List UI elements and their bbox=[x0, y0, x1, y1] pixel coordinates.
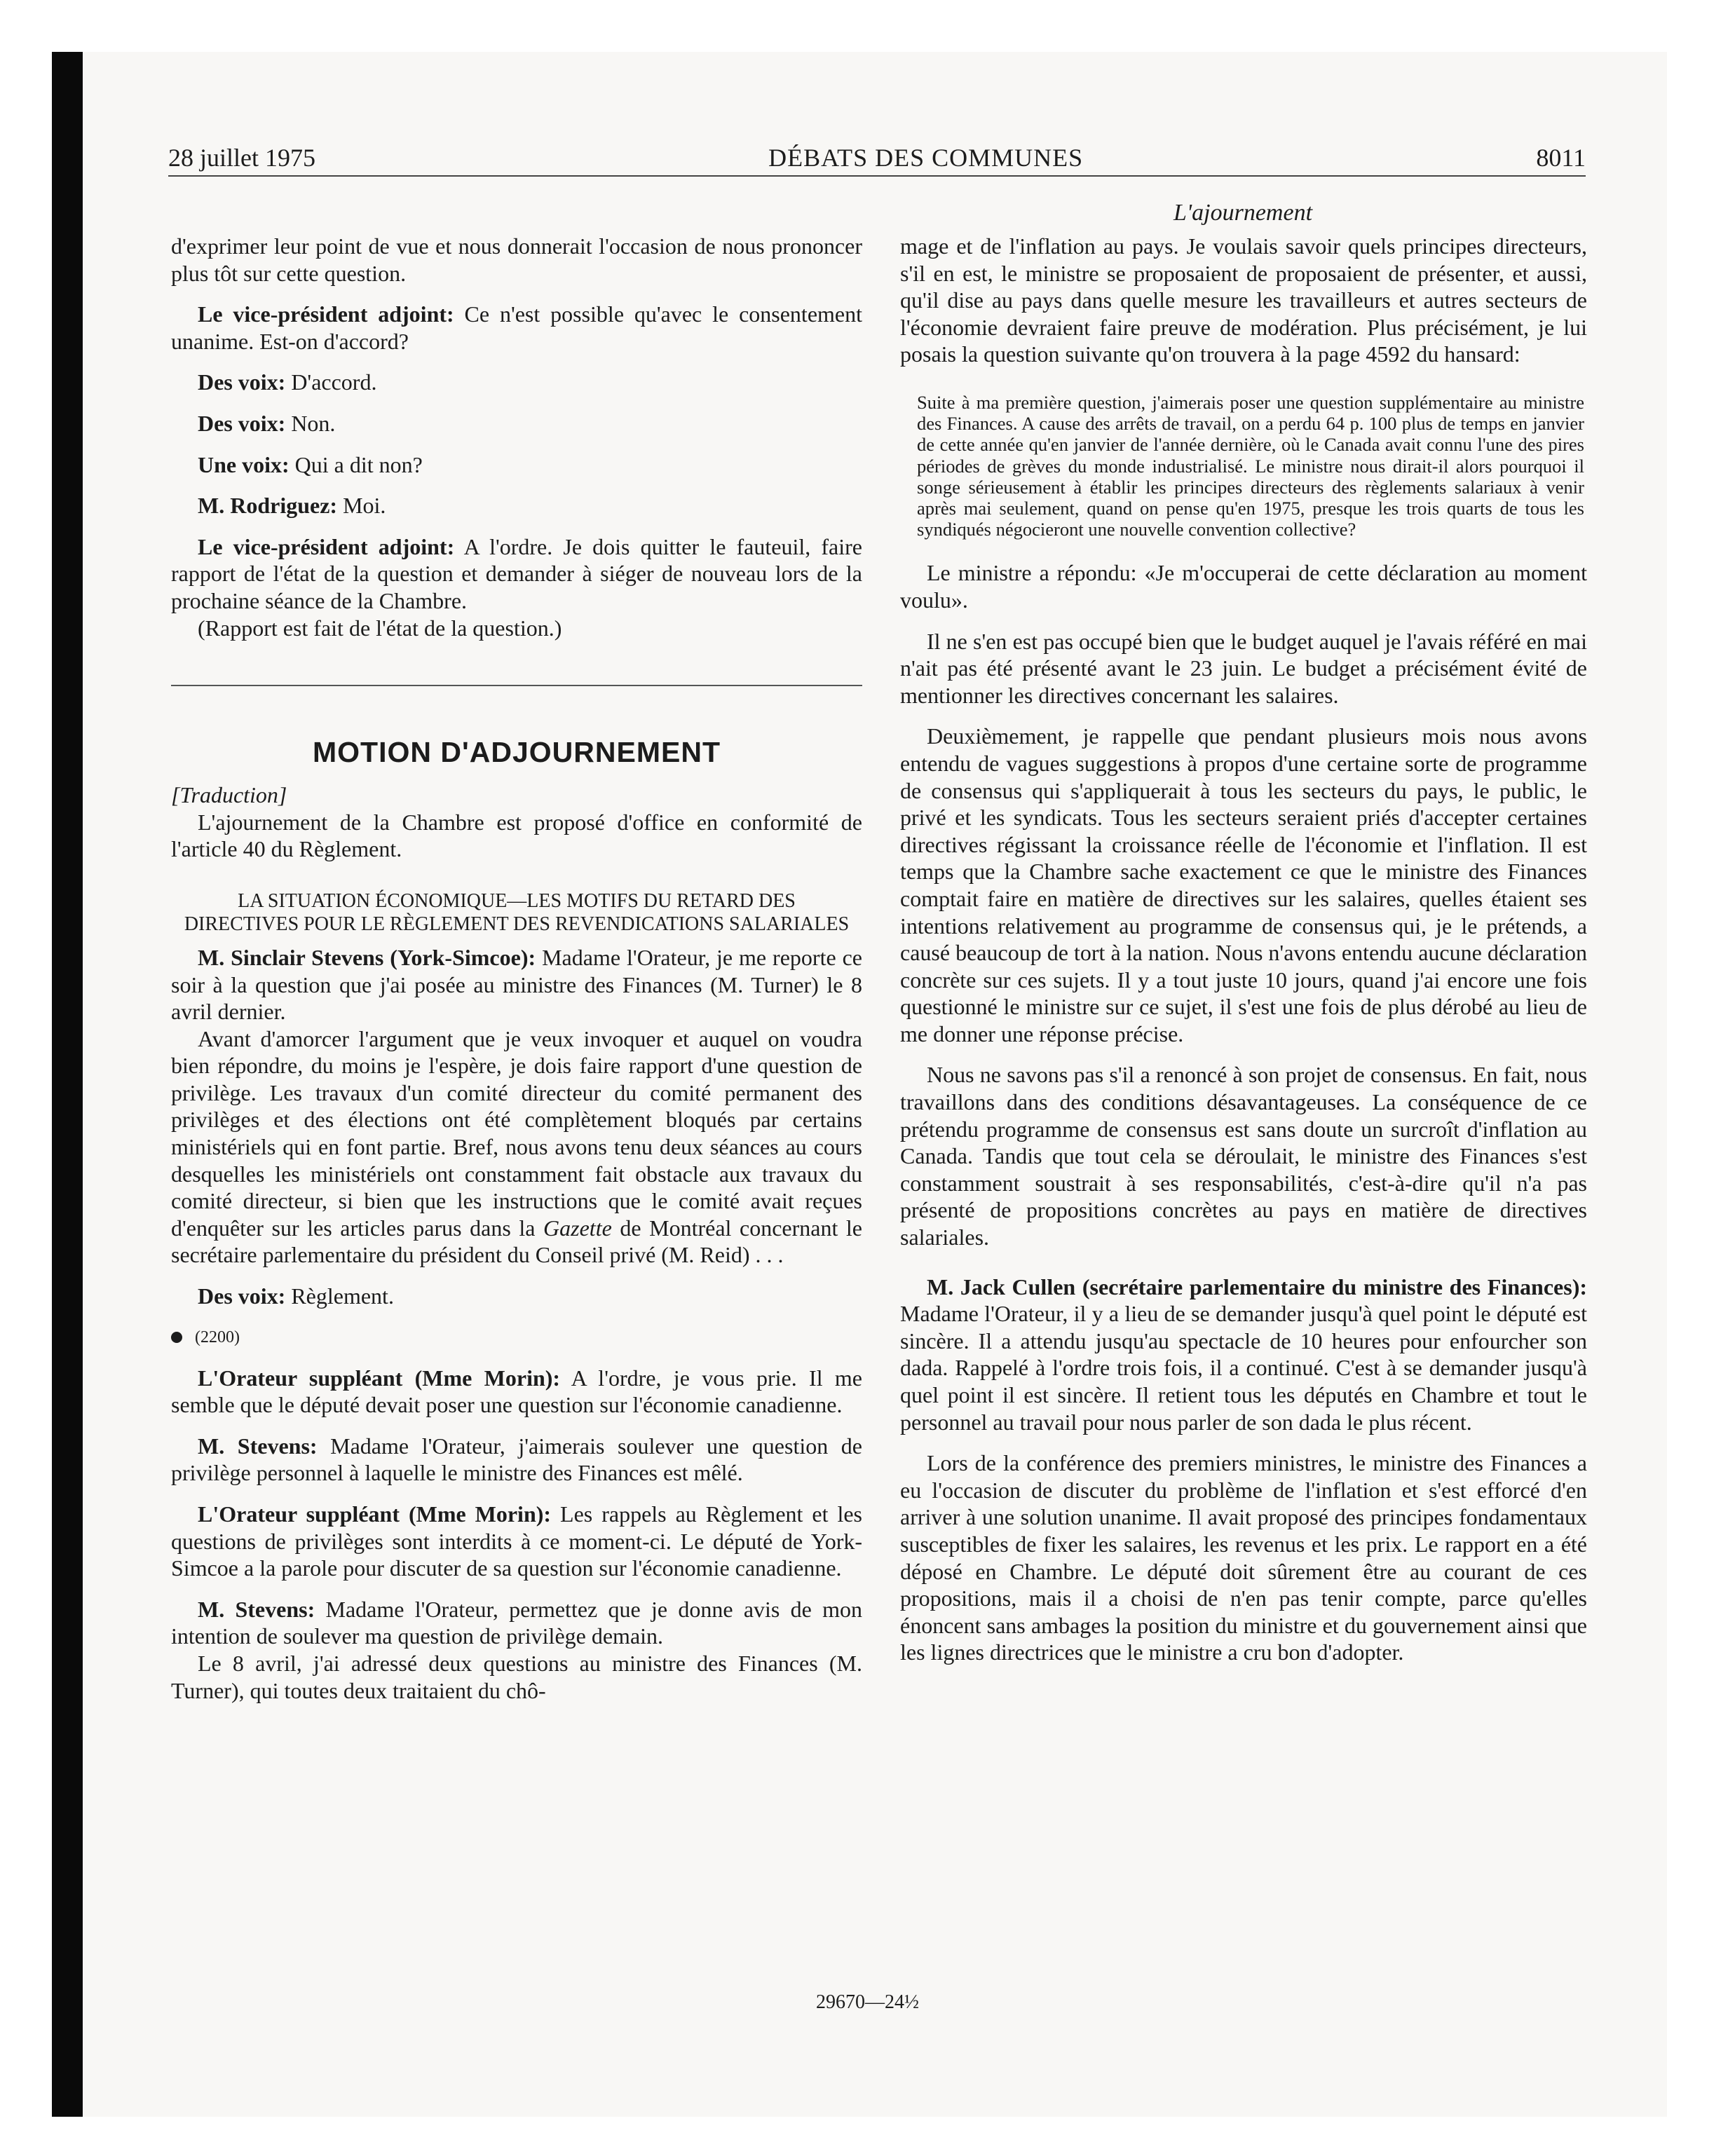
speech bbox=[171, 301, 862, 355]
speech bbox=[171, 1433, 862, 1487]
paragraph: Deuxièmement, je rappelle que pendant plusieurs mois nous avons entendu de vagues suggestions à propos d'une certaine sorte de programme de consensus qui s'appliquerait à tous les secteurs du pays, le public, le privé et les syndicats. Tous les secteurs seraient priés d'accepter certaines directives régissant la croissance réelle de l'économie et l'inflation. Il est temps que la Chambre sache exactement ce que le ministre des Finances comptait faire en matière de directives sur les salaires, quelles étaient ses intentions relativement au programme de consensus qui, je le prétends, a causé beaucoup de tort à la nation. Nous n'avons entendu aucune déclaration concrète sur ces sujets. Il y a tout juste 10 jours, quand j'ai encore une fois questionné le ministre sur ce sujet, il s'est une fois de plus dérobé au lieu de me donner une réponse précise. bbox=[900, 723, 1587, 1046]
header-page-number: 8011 bbox=[1536, 144, 1586, 172]
speaker-name: M. Rodriguez: bbox=[198, 493, 338, 519]
speaker-name: Des voix: bbox=[198, 410, 286, 436]
left-column bbox=[171, 233, 862, 1704]
speaker-name: Des voix: bbox=[198, 369, 286, 395]
paragraph: Le ministre a répondu: «Je m'occuperai de cette déclaration au moment voulu». bbox=[900, 560, 1587, 613]
speech-text: Moi. bbox=[337, 493, 386, 519]
speech-text: D'accord. bbox=[285, 369, 377, 395]
speech-text: Non. bbox=[285, 410, 336, 436]
speech bbox=[171, 1596, 862, 1650]
speech-text: Madame l'Orateur, permettez que je donne avis de mon intention de soulever ma question de privilège demain. bbox=[171, 1596, 863, 1649]
speech bbox=[171, 533, 862, 615]
publication-name: Gazette bbox=[543, 1215, 612, 1241]
speech bbox=[171, 410, 862, 437]
paragraph: Il ne s'en est pas occupé bien que le budget auquel je l'avais référé en mai n'ait pas été présenté avant le 23 juin. Le budget a précisément évité de mentionner les directives concernant les salaires. bbox=[900, 628, 1587, 708]
speech bbox=[171, 492, 862, 519]
speech-text: Qui a dit non? bbox=[289, 451, 423, 477]
scan-edge bbox=[52, 52, 83, 2117]
right-column bbox=[900, 233, 1587, 1666]
speech bbox=[900, 1274, 1587, 1436]
speaker-name: Des voix: bbox=[198, 1283, 286, 1309]
speech-text: Madame l'Orateur, il y a lieu de se demander jusqu'à quel point le député est sincère. Il a attendu jusqu'au spectacle de 10 heures pour enfourcher son dada. Rappelé à l'ordre trois fois, il a continué. C'est à se demander jusqu'à quel point il est sincère. Il retient tous les députés en Chambre et tout le personnel au travail pour nous parler de son dada le plus récent. bbox=[900, 1301, 1587, 1435]
header-date: 28 juillet 1975 bbox=[168, 144, 315, 172]
paragraph: Avant d'amorcer l'argument que je veux invoquer et auquel on voudra bien répondre, du moins je l'espère, je dois faire rapport d'une question de privilège. Les travaux d'un comité directeur du comité permanent des privilèges et des élections ont été complètement bloqués par certains ministériels qui en font partie. Bref, nous avons tenu deux séances au cours desquelles les ministériels ont constamment fait obstacle aux travaux du comité directeur, si bien que les instructions que le comité avait reçues d'enquêter sur les articles parus dans la Gazette de Montréal concernant le secrétaire parlementaire du président du Conseil privé (M. Reid) . . . bbox=[171, 1025, 863, 1268]
speaker-name: M. Jack Cullen (secrétaire parlementaire du ministre des Finances): bbox=[927, 1274, 1587, 1299]
speaker-name: Le vice-président adjoint: bbox=[198, 301, 454, 327]
bullet-dot-icon bbox=[171, 1332, 182, 1343]
header-title: DÉBATS DES COMMUNES bbox=[768, 144, 1084, 172]
section-divider bbox=[171, 685, 862, 686]
speaker-name: Le vice-président adjoint: bbox=[198, 533, 455, 559]
hansard-quote: Suite à ma première question, j'aimerais poser une question supplémentaire au ministre des Finances. A cause des arrêts de travail, on a perdu 64 p. 100 plus de temps en janvier de cette année qu'en janvier de l'année dernière, où le Canada avait connu l'une des pires périodes de grèves du monde industrialisé. Le ministre nous dirait-il alors pourquoi il songe sérieusement à établir les principes directeurs des règlements salariaux à venir après mai seulement, quand on pense qu'en 1975, presque les trois quarts de tous les syndiqués négocieront une nouvelle convention collective? bbox=[917, 391, 1584, 540]
speaker-name: M. Sinclair Stevens (York-Simcoe): bbox=[198, 944, 536, 970]
speaker-name: L'Orateur suppléant (Mme Morin): bbox=[198, 1365, 561, 1391]
speech bbox=[171, 1283, 862, 1310]
paragraph: L'ajournement de la Chambre est proposé d'office en conformité de l'article 40 du Règlement. bbox=[171, 809, 862, 862]
running-head: L'ajournement bbox=[1173, 200, 1313, 226]
speech-text: A l'ordre. Je dois quitter le fauteuil, faire rapport de l'état de la question et demander à siéger de nouveau lors de la prochaine séance de la Chambre. bbox=[171, 533, 862, 613]
paragraph: Nous ne savons pas s'il a renoncé à son projet de consensus. En fait, nous travaillons dans des conditions désavantageuses. La conséquence de ce prétendu programme de consensus est sans doute un surcroît d'inflation au Canada. Tandis que tout cela se déroulait, le ministre des Finances s'est constamment soustrait à ses responsabilités, c'est-à-dire qu'il n'a pas présenté de propositions concrètes au pays en matière de directives salariales. bbox=[900, 1062, 1587, 1250]
speaker-name: M. Stevens: bbox=[198, 1596, 315, 1622]
speech bbox=[171, 369, 862, 396]
time-marker bbox=[171, 1324, 862, 1351]
section-title: MOTION D'ADJOURNEMENT bbox=[313, 736, 721, 769]
speech-text: Règlement. bbox=[285, 1283, 394, 1309]
page-footer: 29670—24½ bbox=[816, 1991, 919, 2013]
speech-text: Ce n'est possible qu'avec le consentement unanime. Est-on d'accord? bbox=[171, 301, 863, 354]
speech-text: A l'ordre, je vous prie. Il me semble que le député devait poser une question sur l'économie canadienne. bbox=[171, 1365, 863, 1418]
paragraph: Le 8 avril, j'ai adressé deux questions au ministre des Finances (M. Turner), qui toutes deux traitaient du chô- bbox=[171, 1650, 862, 1703]
page-header bbox=[168, 142, 1586, 177]
sub-heading: LA SITUATION ÉCONOMIQUE—LES MOTIFS DU RETARD DES DIRECTIVES POUR LE RÈGLEMENT DES REVENDICATIONS SALARIALES bbox=[184, 889, 850, 935]
speaker-name: Une voix: bbox=[198, 451, 290, 477]
translation-note: [Traduction] bbox=[171, 782, 287, 808]
speaker-name: L'Orateur suppléant (Mme Morin): bbox=[198, 1501, 552, 1527]
speech bbox=[171, 1501, 862, 1582]
paragraph: d'exprimer leur point de vue et nous donnerait l'occasion de nous prononcer plus tôt sur cette question. bbox=[171, 233, 862, 286]
speech-text: Madame l'Orateur, je me reporte ce soir à la question que j'ai posée au ministre des Finances (M. Turner) le 8 avril dernier. bbox=[171, 944, 863, 1025]
speech bbox=[171, 1365, 862, 1419]
speech-text: Madame l'Orateur, j'aimerais soulever une question de privilège personnel à laquelle le ministre des Finances est mêlé. bbox=[171, 1433, 863, 1486]
speech bbox=[171, 944, 862, 1025]
paragraph: (Rapport est fait de l'état de la question.) bbox=[198, 615, 562, 641]
paragraph: Lors de la conférence des premiers ministres, le ministre des Finances a eu l'occasion de discuter du problème de l'inflation et s'est efforcé d'en arriver à une solution unanime. Il avait proposé des principes fondamentaux susceptibles de fixer les salaires, les revenus et les prix. Le rapport en a été déposé en Chambre. Le député doit sûrement être au courant de ces propositions, mais il a choisi de n'en pas tenir compte, parce qu'elles énoncent sans ambages la position du ministre et du gouvernement ainsi que les lignes directrices que le ministre a cru bon d'adopter. bbox=[900, 1450, 1587, 1665]
paragraph: mage et de l'inflation au pays. Je voulais savoir quels principes directeurs, s'il en est, le ministre se proposaient de proposaient de présenter, et aussi, qu'il dise au pays dans quelle mesure les travailleurs et autres secteurs de l'économie devraient faire preuve de modération. Plus précisément, je lui posais la question suivante qu'on trouvera à la page 4592 du hansard: bbox=[900, 233, 1587, 367]
speech-text: Les rappels au Règlement et les questions de privilèges sont interdits à ce moment-ci. Le député de York-Simcoe a la parole pour discuter de sa question sur l'économie canadienne. bbox=[171, 1501, 863, 1581]
speech bbox=[171, 451, 862, 479]
speaker-name: M. Stevens: bbox=[198, 1433, 318, 1459]
time-marker-text: (2200) bbox=[195, 1328, 240, 1346]
